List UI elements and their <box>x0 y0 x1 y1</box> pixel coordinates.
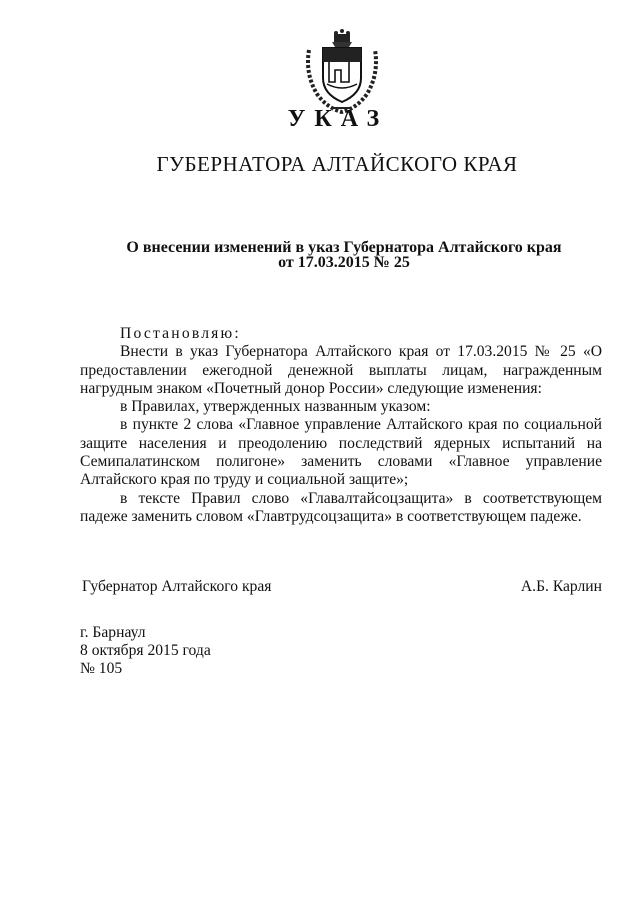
decree-number: № 105 <box>80 660 123 677</box>
body-paragraph: в тексте Правил слово «Главалтайсоцзащита» в соответствующем падеже заменить словом «Главтрудсоцзащита» в соответствующем падеже. <box>80 489 602 525</box>
decree-title: УКАЗ <box>287 106 389 132</box>
signature-row <box>82 578 602 596</box>
heading-line-2: от 17.03.2015 № 25 <box>278 254 410 271</box>
decree-word: Постановляю: <box>120 325 241 342</box>
body-paragraph: в Правилах, утвержденных названным указом: <box>120 398 431 416</box>
place-date-number <box>80 624 211 678</box>
decree-subtitle: ГУБЕРНАТОРА АЛТАЙСКОГО КРАЯ <box>156 152 518 176</box>
signatory-name: А.Б. Карлин <box>520 578 602 595</box>
signatory-position: Губернатор Алтайского края <box>82 578 272 595</box>
body-paragraph: в пункте 2 слова «Главное управление Алтайского края по социальной защите населения и преодолению последствий ядерных испытаний на Семипалатинском полигоне» заменить словами «Главное управление Алтайского края по труду и социальной защите»; <box>80 416 602 489</box>
decree-body <box>80 325 602 526</box>
document-heading <box>0 240 640 270</box>
body-paragraph: Внести в указ Губернатора Алтайского края от 17.03.2015 № 25 «О предоставлении ежегодной денежной выплаты лицам, награжденным нагрудным знаком «Почетный донор России» следующие изменения: <box>80 343 602 397</box>
coat-of-arms-icon <box>303 28 381 114</box>
issue-date: 8 октября 2015 года <box>80 642 211 659</box>
issue-city: г. Барнаул <box>80 624 146 641</box>
heading-line-1: О внесении изменений в указ Губернатора Алтайского края <box>126 239 562 256</box>
